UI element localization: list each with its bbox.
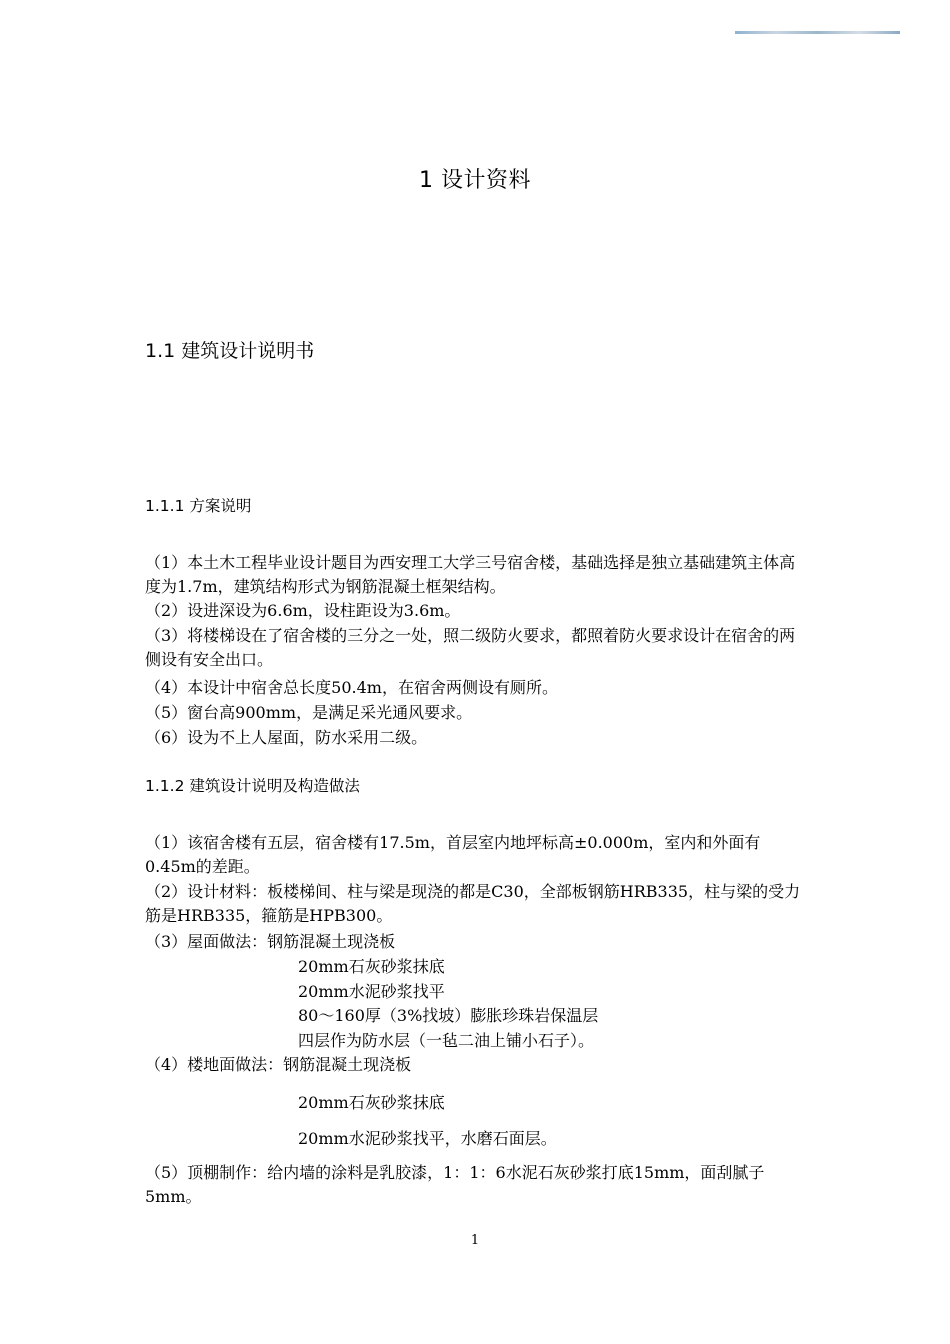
chapter-title: 1 设计资料 (419, 168, 531, 193)
floor-layer-1: 20mm石灰砂浆抹底 (298, 1093, 445, 1112)
construction-paragraph-5: （5）顶棚制作：给内墙的涂料是乳胶漆，1：1：6水泥石灰砂浆打底15mm，面刮腻子5mm。 (145, 1163, 765, 1206)
roof-layer-1: 20mm石灰砂浆抹底 (298, 957, 445, 976)
floor-method-heading: （4）楼地面做法：钢筋混凝土现浇板 (145, 1055, 412, 1074)
floor-layer-2: 20mm水泥砂浆找平，水磨石面层。 (298, 1129, 557, 1148)
construction-paragraph-1: （1）该宿舍楼有五层，宿舍楼有17.5m，首层室内地坪标高±0.000m，室内和外面有0.45m的差距。 (145, 833, 761, 876)
roof-layer-3: 80～160厚（3%找坡）膨胀珍珠岩保温层 (298, 1006, 599, 1025)
section-heading-1-1: 1.1 建筑设计说明书 (145, 340, 315, 362)
scheme-paragraph-1: （1）本土木工程毕业设计题目为西安理工大学三号宿舍楼，基础选择是独立基础建筑主体高度为1.7m，建筑结构形式为钢筋混凝土框架结构。 (145, 553, 796, 596)
scheme-paragraph-2: （2）设进深设为6.6m，设柱距设为3.6m。 (145, 601, 461, 620)
scheme-paragraph-6: （6）设为不上人屋面，防水采用二级。 (145, 728, 428, 747)
construction-paragraph-2: （2）设计材料：板楼梯间、柱与梁是现浇的都是C30，全部板钢筋HRB335，柱与梁的受力筋是HRB335，箍筋是HPB300。 (145, 882, 801, 925)
roof-layer-4: 四层作为防水层（一毡二油上铺小石子）。 (298, 1031, 595, 1050)
roof-layer-2: 20mm水泥砂浆找平 (298, 982, 445, 1001)
roof-method-heading: （3）屋面做法：钢筋混凝土现浇板 (145, 932, 396, 951)
scheme-paragraph-5: （5）窗台高900mm，是满足采光通风要求。 (145, 703, 473, 722)
section-heading-1-1-2: 1.1.2 建筑设计说明及构造做法 (145, 777, 360, 795)
scheme-paragraph-4: （4）本设计中宿舍总长度50.4m，在宿舍两侧设有厕所。 (145, 678, 558, 697)
scheme-paragraph-3: （3）将楼梯设在了宿舍楼的三分之一处，照二级防火要求，都照着防火要求设计在宿舍的两侧设有安全出口。 (145, 626, 796, 669)
page-number: 1 (470, 1233, 480, 1248)
header-rule (735, 31, 900, 34)
section-heading-1-1-1: 1.1.1 方案说明 (145, 497, 252, 515)
